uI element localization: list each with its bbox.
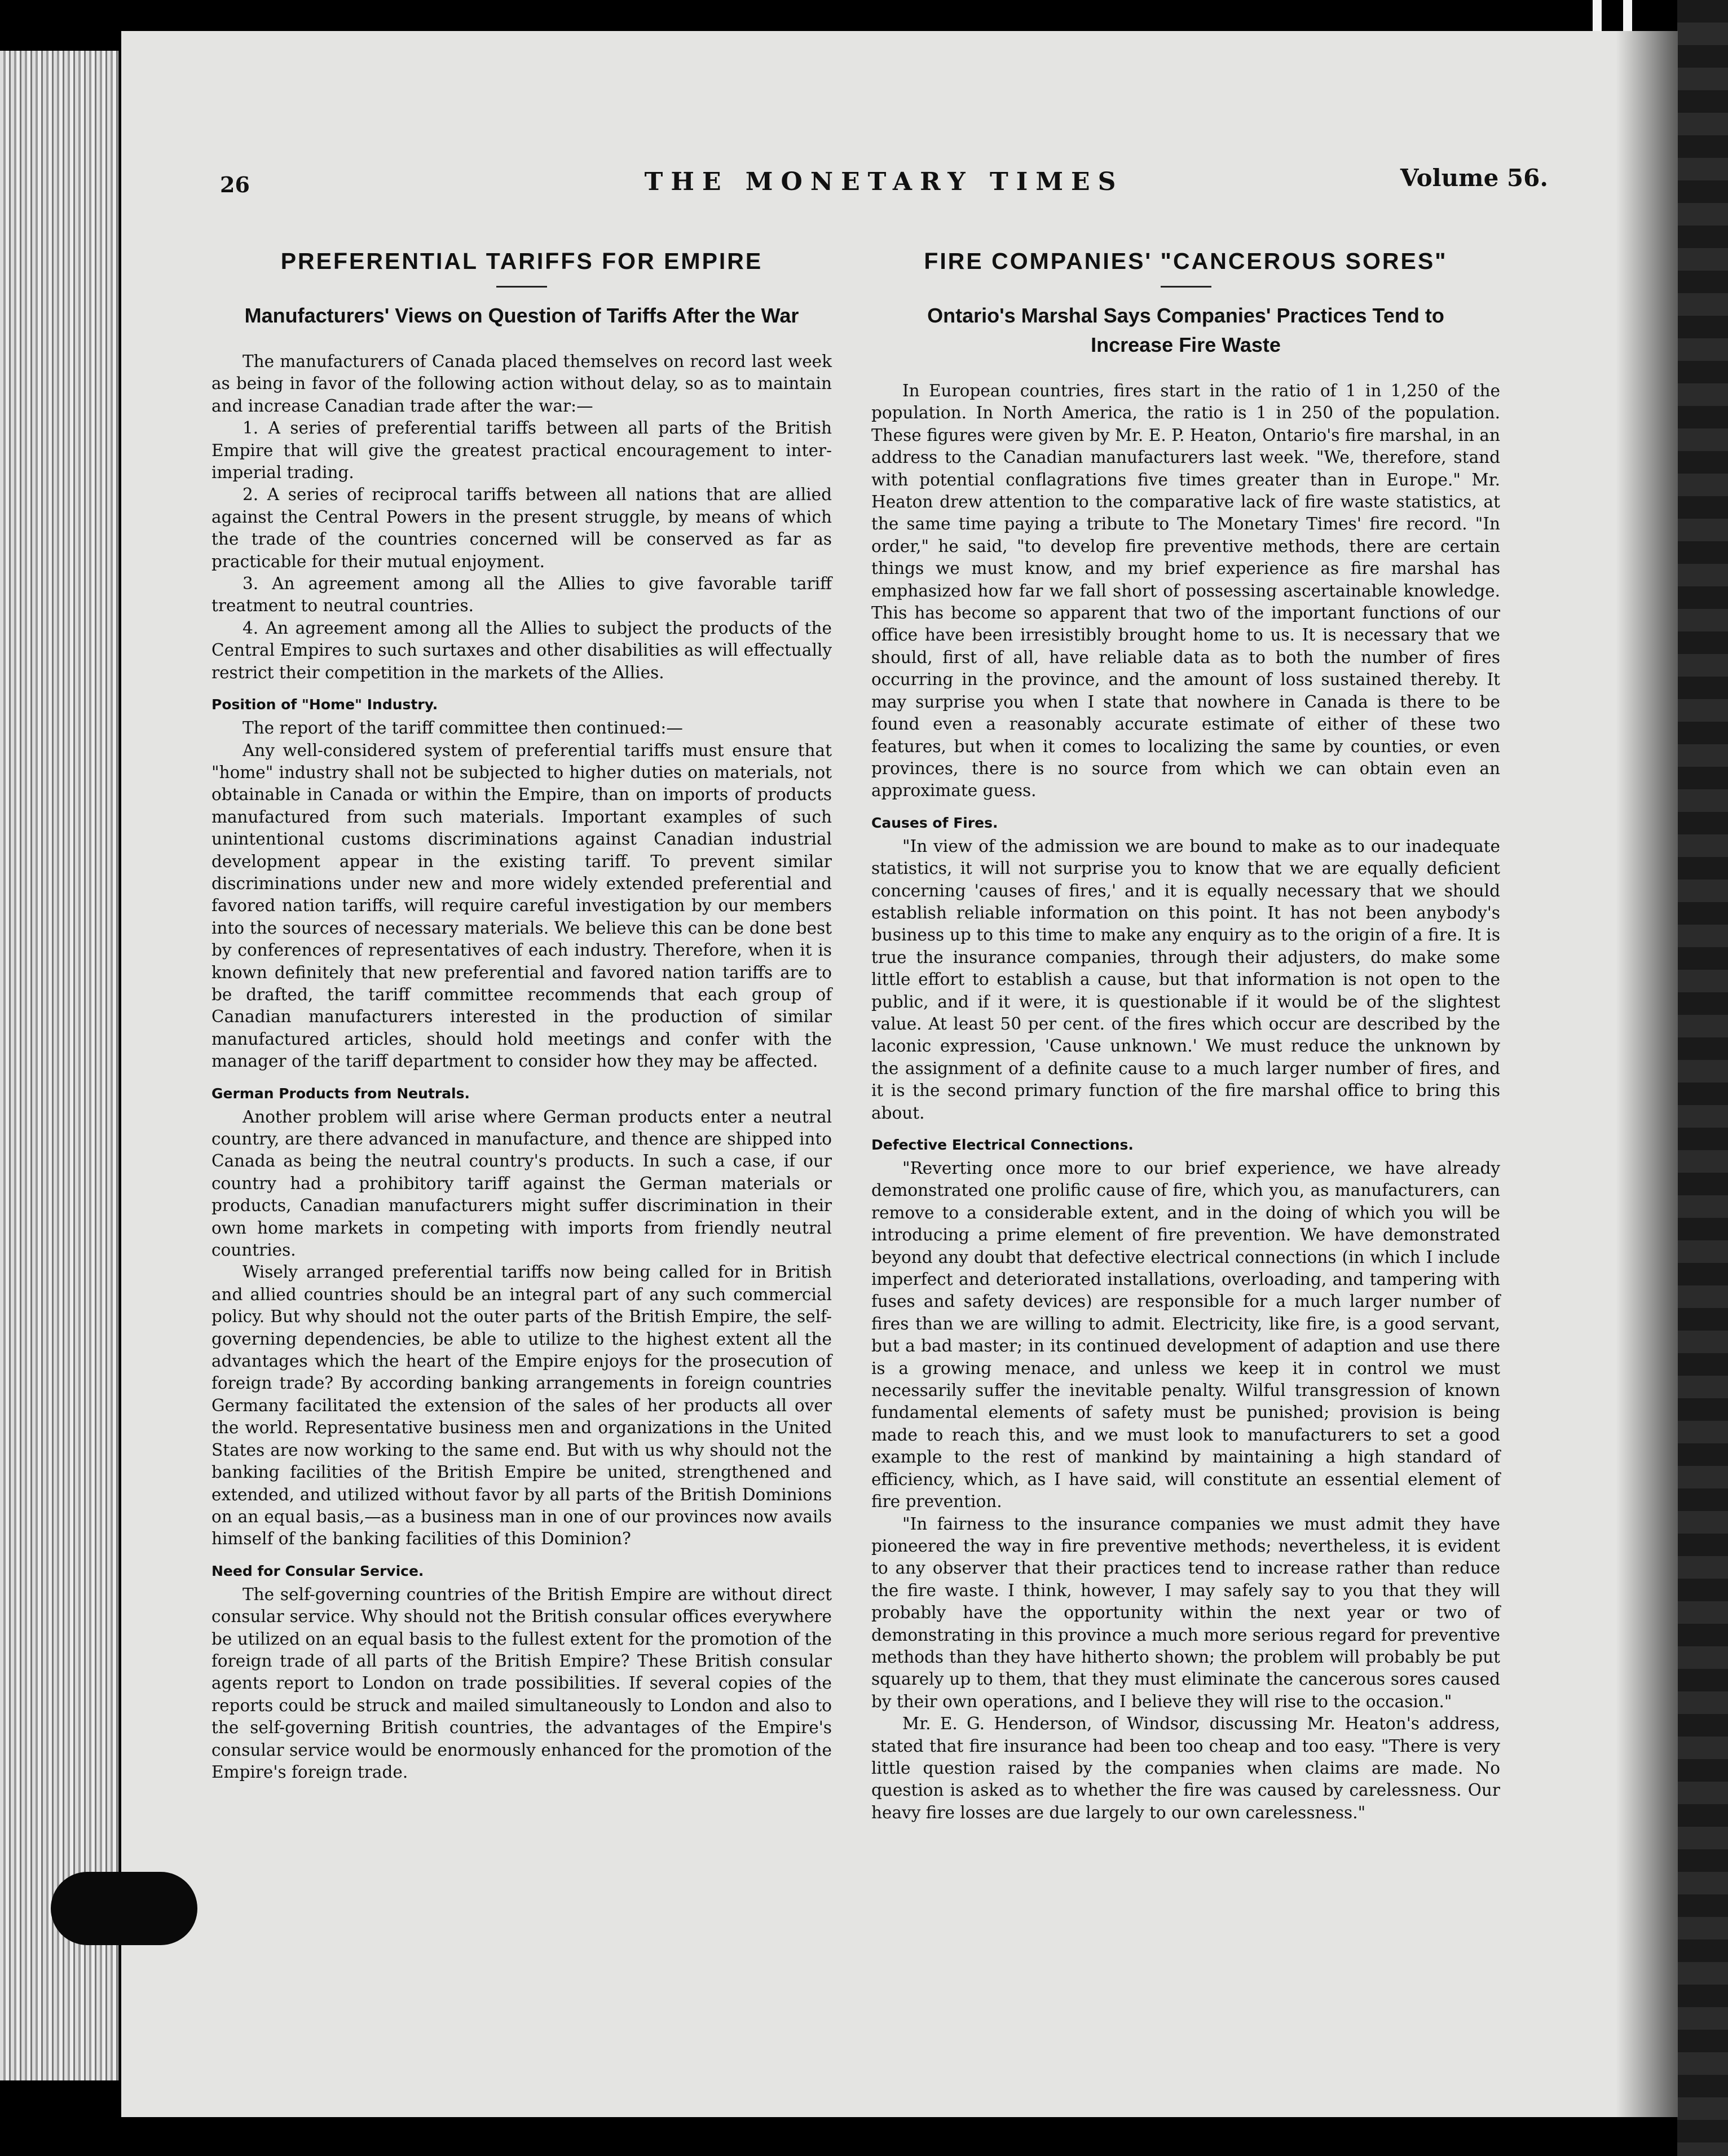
body-paragraph: Wisely arranged preferential tariffs now being called for in British and allied countries should be an integral part of any such commercial policy. But why should not the outer parts of the British Empire, the self-governing dependencies, be able to utilize to the highest extent all the advantages which the heart of the Empire enjoys for the prosecution of foreign trade? By according banking arrangements in foreign countries Germany facilitated the extension of the sales of her products all over the world. Representative business men and organizations in the United States are now working to the same end. But with us why should not the banking facilities of the British Empire be united, strengthened and extended, and utilized without favor by all parts of the British Dominions on an equal basis,—as a business man in one of our provinces now avails himself of the banking facilities of this Dominion?: [211, 1262, 832, 1549]
article-headline: FIRE COMPANIES' "CANCEROUS SORES": [924, 248, 1448, 274]
section-heading: Position of "Home" Industry.: [211, 696, 438, 713]
article-headline: PREFERENTIAL TARIFFS FOR EMPIRE: [280, 248, 763, 274]
headline-rule: [1161, 286, 1211, 288]
page-header: [220, 144, 1548, 195]
scan-border: [1677, 0, 1728, 2156]
book-page-edges: [0, 51, 118, 2080]
body-paragraph: Another problem will arise where German products enter a neutral country, are there advanced in manufacture, and thence are shipped into Canada as being the neutral country's products. In such a case, if our country had a prohibitory tariff against the German materials or products, Canadian manufacturers might suffer discrimination in their own home markets in competing with imports from friendly neutral countries.: [211, 1107, 832, 1260]
section-heading: Causes of Fires.: [871, 814, 998, 831]
masthead: THE MONETARY TIMES: [644, 167, 1124, 196]
body-paragraph: The manufacturers of Canada placed themselves on record last week as being in favor of the following action without delay, so as to maintain and increase Canadian trade after the war:—: [211, 352, 832, 416]
newspaper-page: [121, 31, 1678, 2117]
body-paragraph: The report of the tariff committee then continued:—: [243, 718, 683, 738]
article-subhead: Manufacturers' Views on Question of Tariffs After the War: [244, 304, 799, 327]
section-heading: Need for Consular Service.: [211, 1562, 424, 1579]
right-column-article: [871, 231, 1500, 1824]
body-paragraph: The self-governing countries of the British Empire are without direct consular service. Why should not the British consular offices everywhere be utilized on an equal basis to the fullest extent for the promotion of the foreign trade of all parts of the British Empire? These British consular agents report to London on trade possibilities. If several copies of the reports could be struck and mailed simultaneously to London and also to the self-governing British countries, the advantages of the Empire's consular service would be enormously enhanced for the promotion of the Empire's foreign trade.: [211, 1584, 832, 1782]
list-item: 2. A series of reciprocal tariffs between all nations that are allied against the Central Powers in the present struggle, by means of which the trade of the countries concerned will be conserved as far as practicable for their mutual enjoyment.: [211, 485, 832, 571]
body-paragraph: "In fairness to the insurance companies we must admit they have pioneered the way in fire preventive methods; nevertheless, it is evident to any observer that their practices tend to increase rather than reduce the fire waste. I think, however, I may safely say to you that they will probably have the opportunity within the next year or two of demonstrating in this province a much more serious regard for preventive methods than they have hitherto shown; the problem will probably be put squarely up to them, that they must eliminate the cancerous sores caused by their own operations, and I believe they will rise to the occasion.": [871, 1514, 1500, 1711]
volume-number: Volume 56.: [1400, 164, 1548, 192]
body-paragraph: "Reverting once more to our brief experience, we have already demonstrated one prolific cause of fire, which you, as manufacturers, can remove to a considerable extent, and in the doing of which you will be introducing a prime element of fire prevention. We have demonstrated beyond any doubt that defective electrical connections (in which I include imperfect and deteriorated installations, overloading, and tampering with fuses and safety devices) are responsible for a much larger number of fires than we are willing to admit. Electricity, like fire, is a good servant, but a bad master; in its continued development of adaption and use there is a growing menace, and unless we keep it in control we must necessarily suffer the inevitable penalty. Wilful transgression of known fundamental elements of safety must be punished; provision is being made to reach this, and we must look to manufacturers to set a good example to the rest of mankind by maintaining a high standard of efficiency, which, as I have said, will constitute an essential element of fire prevention.: [871, 1159, 1500, 1512]
binding-hole: [51, 1872, 197, 1945]
list-item: 1. A series of preferential tariffs between all parts of the British Empire that will give the greatest practical encouragement to inter-imperial trading.: [211, 418, 832, 483]
list-item: 3. An agreement among all the Allies to give favorable tariff treatment to neutral countries.: [211, 574, 832, 616]
body-paragraph: Any well-considered system of preferential tariffs must ensure that "home" industry shall not be subjected to higher duties on materials, not obtainable in Canada or within the Empire, than on imports of products manufactured from such materials. Important examples of such unintentional customs discriminations against Canadian industrial development appear in the existing tariff. To prevent similar discriminations under new and more widely extended preferential and favored nation tariffs, will require careful investigation by our members into the sources of necessary materials. We believe this can be done best by conferences of representatives of each industry. Therefore, when it is known definitely that new preferential and favored nation tariffs are to be drafted, the tariff committee recommends that each group of Canadian manufacturers interested in the production of similar manufactured articles, should hold meetings and confer with the manager of the tariff department to consider how they may be affected.: [211, 740, 832, 1071]
body-paragraph: Mr. E. G. Henderson, of Windsor, discussing Mr. Heaton's address, stated that fire insurance had been too cheap and too easy. "There is very little question raised by the companies when claims are made. No question is asked as to whether the fire was caused by carelessness. Our heavy fire losses are due largely to our own carelessness.": [871, 1714, 1500, 1822]
article-subhead: Ontario's Marshal Says Companies' Practices Tend to Increase Fire Waste: [927, 304, 1444, 356]
page-number: 26: [220, 172, 250, 197]
body-paragraph: In European countries, fires start in the ratio of 1 in 1,250 of the population. In North America, the ratio is 1 in 250 of the population. These figures were given by Mr. E. P. Heaton, Ontario's fire marshal, in an address to the Canadian manufacturers last week. "We, therefore, stand with potential conflagrations five times greater than in Europe." Mr. Heaton drew attention to the comparative lack of fire waste statistics, at the same time paying a tribute to The Monetary Times' fire record. "In order," he said, "to develop fire preventive methods, there are certain things we must know, and my brief experience as fire marshal has emphasized how far we fall short of possessing ascertainable knowledge. This has become so apparent that two of the important functions of our office have been irresistibly brought home to us. It is necessary that we should, first of all, have reliable data as to both the number of fires occurring in the province, and the amount of loss sustained thereby. It may surprise you when I state that nowhere in Canada is there to be found even a reasonably accurate estimate of either of these two features, but when it comes to localizing the same by counties, or even provinces, there is no source from which we can obtain even an approximate guess.: [871, 381, 1500, 801]
section-heading: Defective Electrical Connections.: [871, 1137, 1134, 1153]
section-heading: German Products from Neutrals.: [211, 1085, 470, 1102]
left-column-article: [211, 231, 832, 1783]
list-item: 4. An agreement among all the Allies to subject the products of the Central Empires to such surtaxes and other disabilities as will effectually restrict their competition in the markets of the Allies.: [211, 618, 832, 682]
body-paragraph: "In view of the admission we are bound to make as to our inadequate statistics, it will not surprise you to know that we are equally deficient concerning 'causes of fires,' and it is equally necessary that we should establish reliable information on this point. It has not been anybody's business up to this time to make any enquiry as to the origin of a fire. It is true the insurance companies, through their adjusters, do make some little effort to establish a cause, but that information is not open to the public, and if it were, it is questionable if it would be of the slightest value. At least 50 per cent. of the fires which occur are described by the laconic expression, 'Cause unknown.' We must reduce the unknown by the assignment of a definite cause to a much larger number of fires, and it is the second primary function of the fire marshal office to bring this about.: [871, 836, 1500, 1123]
headline-rule: [496, 286, 547, 288]
